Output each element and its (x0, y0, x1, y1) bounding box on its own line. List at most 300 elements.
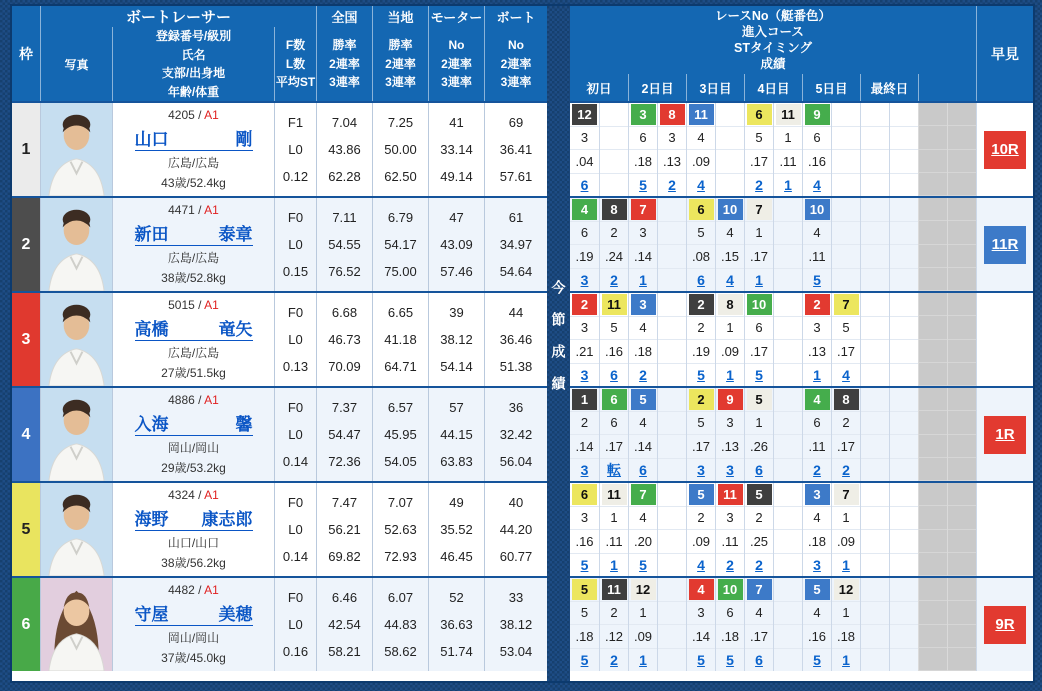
boat-stats-value: 33 (508, 590, 524, 605)
result-link[interactable]: 4 (726, 271, 734, 288)
race-slot (832, 198, 860, 222)
course-slot (600, 317, 628, 341)
result-link[interactable]: 4 (697, 176, 705, 193)
st-slot (803, 625, 831, 649)
racer-name-last: 山口 (134, 129, 169, 149)
st-slot (745, 625, 773, 649)
day-entry-cell (599, 293, 628, 386)
result-link[interactable]: 2 (755, 556, 763, 573)
course-slot (803, 127, 831, 151)
result-slot (861, 649, 889, 672)
results-title-line: レースNo（艇番色） (714, 8, 832, 23)
race-slot (803, 198, 831, 222)
boat-stats (484, 578, 547, 671)
race-slot (745, 198, 773, 222)
race-number-box: 12 (572, 104, 597, 125)
racer-photo[interactable] (40, 483, 112, 576)
st-value: .13 (662, 153, 682, 169)
day-entry-cell (831, 293, 860, 386)
fl-st-value: L0 (288, 332, 303, 347)
result-link[interactable]: 1 (784, 176, 792, 193)
hayami-cell (976, 578, 1033, 671)
day-header: 5日目 (802, 74, 860, 101)
racer-name-first: 泰章 (218, 224, 253, 244)
local-stats-value: 7.25 (387, 115, 414, 130)
course-value: 6 (726, 605, 734, 621)
results-title-line: 成績 (760, 57, 786, 72)
day-entry-cell (744, 293, 773, 386)
result-link[interactable]: 転 (607, 461, 621, 478)
st-slot (861, 530, 889, 554)
day-entry-cell (570, 293, 599, 386)
race-slot (600, 388, 628, 412)
result-link[interactable]: 6 (610, 366, 618, 383)
race-slot (861, 578, 889, 602)
race-slot (803, 388, 831, 412)
boat-stats-value: 38.12 (499, 617, 533, 632)
result-link[interactable]: 4 (842, 366, 850, 383)
result-slot (861, 174, 889, 197)
fl-st (274, 388, 316, 481)
st-value: .16 (575, 533, 594, 549)
local-stats-value: 50.00 (384, 142, 417, 157)
result-slot (629, 459, 657, 482)
motor-stats-value: 57 (449, 400, 464, 415)
result-link[interactable]: 1 (639, 651, 647, 668)
day-entry-cell (889, 103, 918, 196)
racer-info (112, 198, 274, 291)
course-value: 2 (697, 320, 705, 336)
result-slot (745, 269, 773, 292)
racer-photo[interactable] (40, 293, 112, 386)
racer-row (12, 481, 547, 576)
grade-badge: A1 (204, 582, 219, 597)
result-link[interactable]: 1 (842, 651, 850, 668)
st-slot (919, 435, 947, 458)
race-slot (629, 388, 657, 412)
hayami-cell (976, 483, 1033, 576)
motor-stats-value: 39 (449, 305, 464, 320)
fl-st-value: 0.15 (282, 264, 309, 279)
result-link[interactable]: 5 (639, 556, 647, 573)
racer-name-link[interactable] (135, 505, 253, 531)
unused-day-cell (918, 103, 947, 196)
local-stats-value: 64.71 (384, 359, 417, 374)
course-slot (948, 126, 976, 149)
result-slot (890, 269, 918, 292)
st-value: .16 (807, 628, 827, 644)
st-slot (919, 530, 947, 553)
course-slot (687, 127, 715, 151)
result-slot (803, 269, 831, 292)
result-slot (658, 174, 686, 197)
racer-row (12, 386, 547, 481)
result-slot (803, 649, 831, 672)
result-slot (919, 648, 947, 671)
race-slot (774, 483, 802, 507)
national-stats-value: 6.46 (331, 590, 358, 605)
national-stats (316, 578, 372, 671)
hayami-race-link[interactable]: 9R (984, 606, 1026, 644)
race-number-box: 5 (631, 389, 656, 410)
course-value: 3 (580, 130, 589, 146)
st-slot (570, 530, 599, 554)
st-value: .15 (720, 248, 740, 264)
result-link[interactable]: 1 (610, 556, 618, 573)
result-link[interactable]: 3 (580, 366, 589, 383)
st-slot (948, 150, 976, 173)
branch-origin: 広島/広島 (167, 156, 220, 171)
boat-stats-value: 56.04 (499, 454, 533, 469)
racer-name-first: 馨 (235, 414, 253, 434)
result-slot (774, 649, 802, 672)
st-slot (803, 340, 831, 364)
result-link[interactable]: 2 (813, 461, 821, 478)
local-stats-value: 41.18 (384, 332, 417, 347)
result-link[interactable]: 4 (697, 556, 705, 573)
st-slot (687, 435, 715, 459)
race-number-box: 10 (718, 579, 743, 600)
local-stats-value: 62.50 (384, 169, 417, 184)
result-link[interactable]: 3 (726, 461, 734, 478)
unused-day-cell (918, 483, 947, 576)
race-slot (629, 578, 657, 602)
result-link[interactable]: 2 (668, 176, 676, 193)
race-slot (861, 483, 889, 507)
day-header: 3日目 (686, 74, 744, 101)
result-slot (600, 459, 628, 482)
race-slot (948, 293, 976, 316)
course-value: 5 (842, 320, 850, 336)
result-link[interactable]: 2 (842, 461, 850, 478)
motor-stats-value: 44.15 (440, 427, 473, 442)
unused-day-cell (947, 293, 976, 386)
st-value: .08 (691, 248, 711, 264)
age-weight: 38歳/56.2kg (161, 556, 226, 571)
result-slot (716, 554, 744, 577)
day-entry-cell (570, 578, 599, 671)
unused-day-cell (947, 388, 976, 481)
st-value: .18 (807, 533, 827, 549)
result-link[interactable]: 5 (697, 366, 705, 383)
stat-sub-label: 勝率 (332, 38, 357, 53)
result-link[interactable]: 4 (813, 176, 821, 193)
branch-origin: 岡山/岡山 (167, 441, 220, 456)
race-slot (890, 483, 918, 507)
motor-stats-value: 35.52 (440, 522, 473, 537)
racer-name-link[interactable] (135, 410, 253, 436)
race-slot (658, 578, 686, 602)
fl-st (274, 198, 316, 291)
result-link[interactable]: 2 (755, 176, 763, 193)
motor-stats (428, 103, 484, 196)
race-slot (716, 103, 744, 127)
boat-stats-value: 34.97 (499, 237, 533, 252)
motor-stats-value: 46.45 (440, 549, 473, 564)
racer-row (12, 576, 547, 671)
racer-info (112, 388, 274, 481)
result-slot (658, 649, 686, 672)
race-number-box: 8 (660, 104, 685, 125)
local-stats-value: 72.93 (384, 549, 417, 564)
st-value: .17 (749, 248, 769, 264)
st-slot (600, 625, 628, 649)
race-slot (890, 198, 918, 222)
racer-row (12, 101, 547, 196)
result-link[interactable]: 2 (726, 556, 734, 573)
course-value: 6 (580, 225, 589, 241)
st-slot (832, 435, 860, 459)
result-slot (658, 364, 686, 387)
race-slot (832, 578, 860, 602)
fl-st-value: L0 (288, 237, 303, 252)
race-number-box: 10 (805, 199, 830, 220)
age-weight: 37歳/45.0kg (161, 651, 226, 666)
result-slot (919, 458, 947, 481)
st-slot (861, 625, 889, 649)
race-slot (948, 483, 976, 506)
result-slot (600, 174, 628, 197)
course-value: 4 (639, 415, 647, 431)
racer-info-header (112, 27, 274, 101)
local-stats (372, 578, 428, 671)
course-slot (890, 507, 918, 531)
national-stats-value: 70.09 (328, 359, 361, 374)
result-slot (600, 364, 628, 387)
stat-sub-label: 3連率 (441, 75, 472, 90)
age-weight: 43歳/52.4kg (161, 176, 226, 191)
course-value: 2 (610, 225, 618, 241)
course-value: 1 (842, 510, 850, 526)
race-slot (890, 388, 918, 412)
racer-name-link[interactable] (135, 220, 253, 246)
st-slot (803, 245, 831, 269)
race-number-box: 8 (718, 294, 743, 315)
national-stats-value: 6.68 (331, 305, 358, 320)
course-slot (687, 317, 715, 341)
day-entry-cell (686, 103, 715, 196)
course-slot (890, 412, 918, 436)
hayami-race-link[interactable]: 11R (984, 226, 1026, 264)
day-entry-cell (802, 293, 831, 386)
age-weight: 27歳/51.5kg (161, 366, 226, 381)
unused-day-cell (947, 578, 976, 671)
fl-header-line: F数 (285, 38, 306, 53)
result-link[interactable]: 1 (755, 271, 763, 288)
result-link[interactable]: 1 (842, 556, 850, 573)
day-entry-cell (773, 293, 802, 386)
course-slot (629, 127, 657, 151)
st-slot (629, 435, 657, 459)
result-link[interactable]: 5 (726, 651, 734, 668)
result-link[interactable]: 1 (813, 366, 821, 383)
race-number-box: 6 (689, 199, 714, 220)
result-slot (803, 174, 831, 197)
course-slot (570, 412, 599, 436)
result-link[interactable]: 5 (813, 651, 821, 668)
race-slot (803, 103, 831, 127)
hayami-race-link[interactable]: 10R (984, 131, 1026, 169)
st-value: .11 (808, 438, 826, 454)
result-link[interactable]: 3 (697, 461, 705, 478)
day-entry-cell (686, 198, 715, 291)
registration-number: 5015 (168, 297, 195, 312)
fl-st (274, 483, 316, 576)
st-value: .24 (604, 248, 624, 264)
course-slot (919, 316, 947, 339)
boat-racer-header: ボートレーサー (40, 6, 316, 27)
racer-name-last: 新田 (134, 224, 169, 244)
result-link[interactable]: 2 (639, 366, 647, 383)
fl-st-value: F0 (287, 210, 304, 225)
result-link[interactable]: 1 (639, 271, 647, 288)
course-slot (948, 506, 976, 529)
racer-photo[interactable] (40, 578, 112, 671)
result-link[interactable]: 6 (755, 651, 763, 668)
racer-photo[interactable] (40, 388, 112, 481)
st-value: .20 (633, 533, 653, 549)
result-link[interactable]: 5 (813, 271, 821, 288)
result-slot (948, 268, 976, 291)
course-value: 4 (639, 510, 647, 526)
fl-st-value: L0 (288, 617, 303, 632)
st-slot (687, 340, 715, 364)
st-slot (658, 340, 686, 364)
result-link[interactable]: 5 (755, 366, 763, 383)
hayami-cell (976, 103, 1033, 196)
course-slot (570, 127, 599, 151)
day-header (918, 74, 976, 101)
day-entry-cell (831, 483, 860, 576)
local-stats-value: 52.63 (384, 522, 417, 537)
result-link[interactable]: 2 (610, 651, 618, 668)
result-slot (570, 554, 599, 577)
st-slot (658, 625, 686, 649)
boat-stats-value: 61 (508, 210, 524, 225)
result-slot (745, 649, 773, 672)
st-value: .18 (633, 343, 653, 359)
course-value: 2 (755, 510, 763, 526)
result-link[interactable]: 6 (755, 461, 763, 478)
course-slot (832, 127, 860, 151)
hayami-cell (976, 198, 1033, 291)
course-slot (687, 602, 715, 626)
race-number-box: 5 (747, 484, 772, 505)
racer-table-header (12, 6, 547, 101)
race-slot (716, 483, 744, 507)
course-slot (774, 317, 802, 341)
racer-name-link[interactable] (135, 600, 253, 626)
result-slot (948, 173, 976, 196)
day-entry-cell (889, 578, 918, 671)
course-value: 4 (726, 225, 734, 241)
result-link[interactable]: 3 (580, 271, 589, 288)
result-slot (832, 269, 860, 292)
st-value: .14 (633, 248, 653, 264)
st-slot (716, 625, 744, 649)
national-stats-value: 7.11 (332, 210, 357, 225)
day-entry-cell (860, 578, 889, 671)
race-slot (658, 388, 686, 412)
grade-badge: A1 (204, 487, 219, 502)
result-slot (629, 364, 657, 387)
course-slot (716, 222, 744, 246)
st-slot (890, 340, 918, 364)
results-row (570, 386, 1033, 481)
grade-badge: A1 (204, 297, 219, 312)
racer-info-header-line: 年齢/体重 (167, 84, 220, 99)
race-slot (745, 388, 773, 412)
result-link[interactable]: 5 (580, 556, 589, 573)
st-value: .21 (575, 343, 594, 359)
result-link[interactable]: 3 (580, 461, 589, 478)
result-link[interactable]: 5 (639, 176, 647, 193)
course-slot (774, 507, 802, 531)
day-entry-cell (599, 198, 628, 291)
course-slot (600, 222, 628, 246)
st-value: .26 (749, 438, 769, 454)
race-number-box: 3 (631, 294, 656, 315)
course-slot (861, 222, 889, 246)
frame-number: 6 (12, 578, 40, 671)
race-number-box: 3 (631, 104, 656, 125)
course-slot (774, 602, 802, 626)
fl-st-value: L0 (288, 427, 303, 442)
course-value: 1 (610, 510, 618, 526)
boat-stats (484, 483, 547, 576)
course-slot (861, 507, 889, 531)
course-slot (600, 507, 628, 531)
result-link[interactable]: 5 (580, 651, 589, 668)
course-value: 1 (755, 415, 763, 431)
racer-name-link[interactable] (135, 315, 253, 341)
branch-origin: 山口/山口 (167, 536, 220, 551)
result-link[interactable]: 6 (580, 176, 589, 193)
photo-column-header: 写真 (40, 27, 112, 101)
result-link[interactable]: 2 (610, 271, 618, 288)
course-slot (774, 222, 802, 246)
racer-photo[interactable] (40, 103, 112, 196)
fl-st-value: L0 (288, 522, 303, 537)
hayami-race-link[interactable]: 1R (984, 416, 1026, 454)
race-number-box: 5 (572, 579, 597, 600)
result-slot (570, 174, 599, 197)
racer-name-link[interactable] (135, 125, 253, 151)
result-link[interactable]: 1 (726, 366, 734, 383)
result-link[interactable]: 6 (639, 461, 647, 478)
course-slot (745, 127, 773, 151)
day-entry-cell (831, 198, 860, 291)
st-slot (629, 340, 657, 364)
racer-photo[interactable] (40, 198, 112, 291)
stat-sub-label: 2連率 (385, 56, 416, 71)
result-link[interactable]: 6 (697, 271, 705, 288)
result-link[interactable]: 5 (697, 651, 705, 668)
day-entry-cell (860, 483, 889, 576)
course-slot (745, 412, 773, 436)
stat-sub-label: No (448, 38, 465, 53)
racer-name-first: 剛 (235, 129, 253, 149)
st-slot (687, 530, 715, 554)
st-slot (600, 340, 628, 364)
national-stats (316, 198, 372, 291)
race-number-box: 11 (689, 104, 714, 125)
st-value: .17 (749, 153, 769, 169)
result-link[interactable]: 3 (813, 556, 821, 573)
course-slot (919, 601, 947, 624)
racer-row (12, 196, 547, 291)
national-stats-value: 7.37 (331, 400, 358, 415)
